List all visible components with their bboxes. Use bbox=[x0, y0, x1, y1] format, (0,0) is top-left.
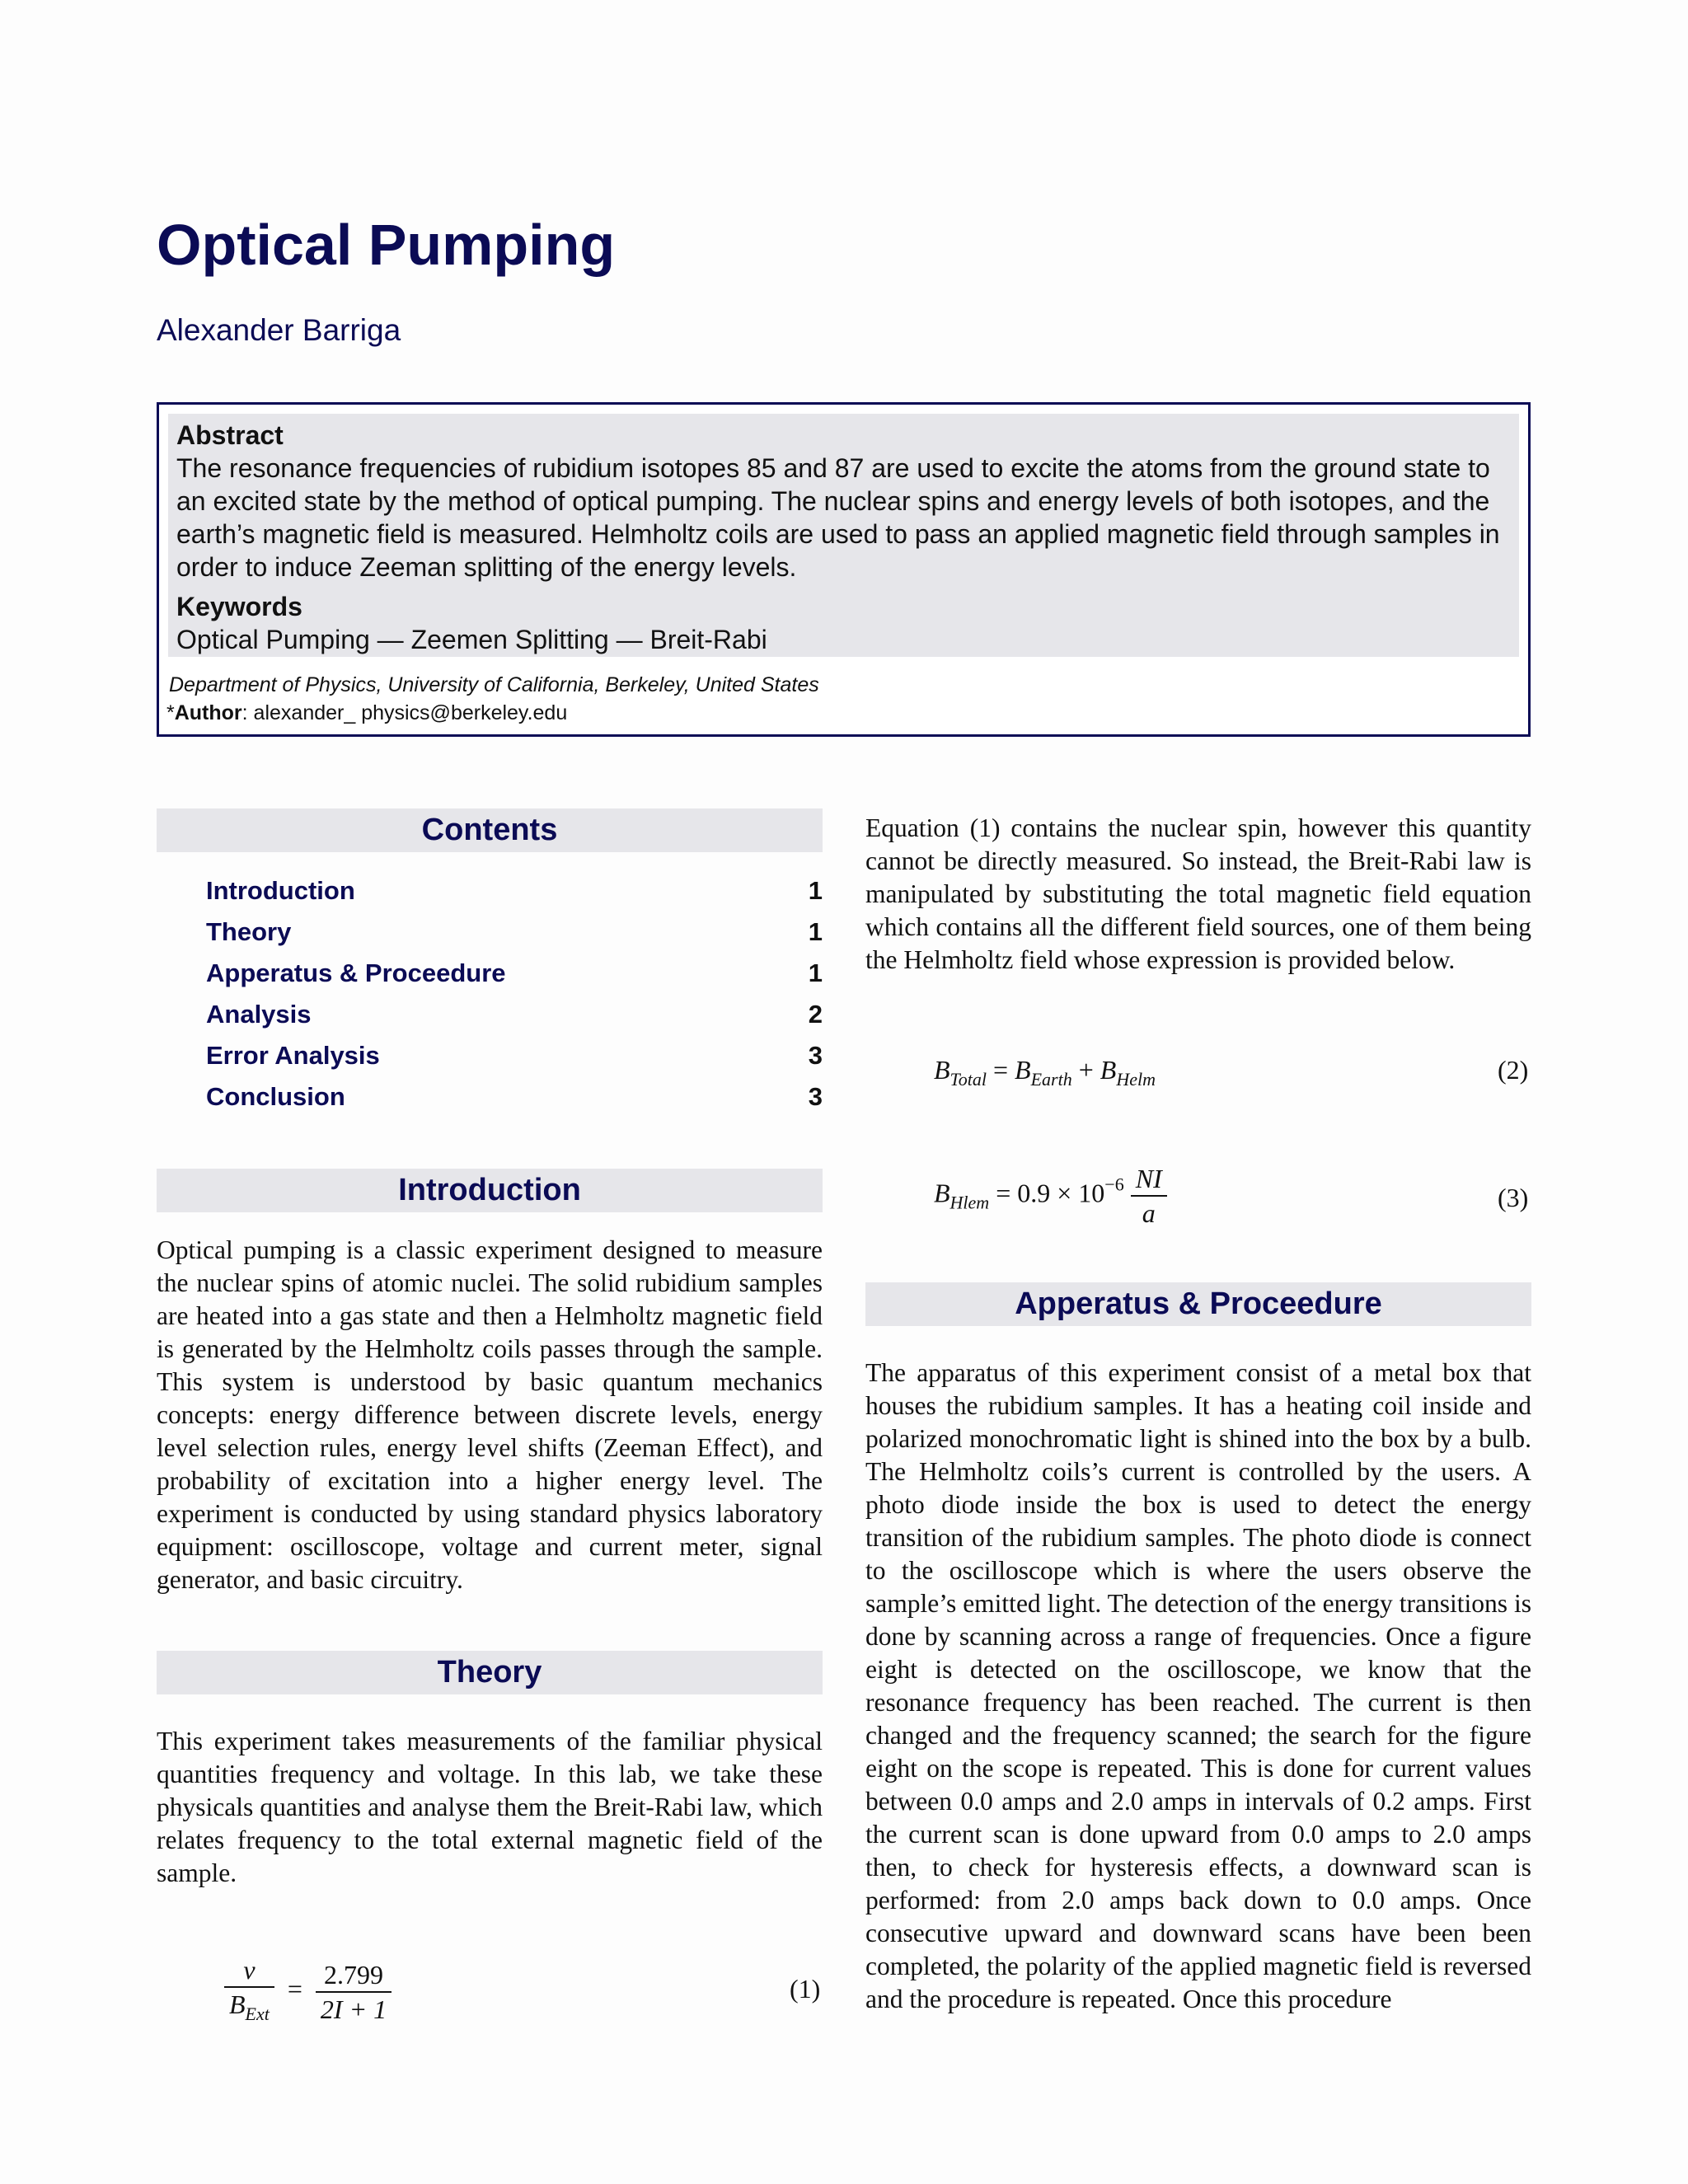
toc-item-error-analysis[interactable] bbox=[206, 1041, 823, 1074]
equation-2-number: (2) bbox=[1498, 1055, 1529, 1085]
toc-label: Analysis bbox=[206, 1000, 312, 1029]
eq2-lhs: B bbox=[934, 1055, 950, 1085]
author-label: Author bbox=[174, 701, 242, 724]
eq3-coefficient: 0.9 × 10 bbox=[1017, 1178, 1105, 1208]
equation-3-number: (3) bbox=[1498, 1183, 1529, 1212]
toc-page: 1 bbox=[808, 876, 823, 905]
eq1-rhs-numerator: 2.799 bbox=[316, 1958, 392, 1993]
eq1-rhs-denominator: 2I + 1 bbox=[320, 1994, 387, 2024]
toc-label: Apperatus & Proceedure bbox=[206, 958, 506, 987]
equation-1-number: (1) bbox=[790, 1974, 821, 2004]
toc-label: Theory bbox=[206, 917, 292, 946]
equation-1: $\frac{\nu}{B_{Ext}}$ = $\frac{2.799}{2I + 1}$ bbox=[224, 1953, 392, 2031]
theory-text: This experiment takes measurements of the familiar physical quantities frequency and voltage. In this lab, we take these physicals quantities and analyse them the Breit-Rabi law, which relates frequency to the total external magnetic field of the sample. bbox=[157, 1727, 823, 1887]
equation-3: $B_{Hlem} = 0.9 \times 10^{-6}$ $\frac{NI}{a}$ bbox=[934, 1162, 1167, 1230]
toc-label: Introduction bbox=[206, 876, 355, 905]
eq2-term1: B bbox=[1015, 1055, 1031, 1085]
toc-item-conclusion[interactable] bbox=[206, 1082, 823, 1115]
apparatus-heading: Apperatus & Proceedure bbox=[865, 1282, 1531, 1326]
introduction-heading: Introduction bbox=[157, 1169, 823, 1212]
apparatus-text: The apparatus of this experiment consist of a metal box that houses the rubidium samples. It has a heating coil inside and polarized monochromatic light is shined into the box by a bulb. The Helmholtz coils’s current is controlled by the users. A photo diode inside the box is used to detect the energy transition of the rubidium samples. The photo diode is connect to the oscilloscope which is where the users observe the sample’s emitted light. The detection of the energy transitions is done by scanning across a range of frequencies. Once a figure eight is detected on the oscilloscope, we know that the resonance frequency has been reached. The current is then changed and the frequency scanned; the search for the figure eight on the scope is repeated. This is done for current values between 0.0 amps and 2.0 amps in intervals of 0.2 amps. First the current scan is done upward from 0.0 amps to 2.0 amps then, to check for hysteresis effects, a downward scan is performed: from 2.0 amps back down to 0.0 amps. Once consecutive upward and downward scans have been been completed, the polarity of the applied magnetic field is reversed and the procedure is repeated. Once this procedure bbox=[865, 1358, 1531, 2013]
eq3-denominator: a bbox=[1142, 1198, 1156, 1228]
toc-page: 1 bbox=[808, 958, 823, 987]
author-name: Alexander Barriga bbox=[157, 313, 401, 347]
paper-title: Optical Pumping bbox=[157, 213, 616, 277]
abstract-text: The resonance frequencies of rubidium isotopes 85 and 87 are used to excite the atoms from the ground state to an excited state by the method of optical pumping. The nuclear spins and energy levels of both isotopes, and the earth’s magnetic field is measured. Helmholtz coils are used to pass an applied magnetic field through samples in order to induce Zeeman splitting of the energy levels. bbox=[176, 453, 1500, 582]
toc-page: 3 bbox=[808, 1082, 823, 1111]
toc-item-apparatus[interactable] bbox=[206, 958, 823, 991]
keywords-text: Optical Pumping — Zeemen Splitting — Breit-Rabi bbox=[176, 625, 767, 654]
equation-2: $B_{Total} = B_{Earth} + B_{Helm}$ bbox=[934, 1055, 1156, 1090]
introduction-text: Optical pumping is a classic experiment designed to measure the nuclear spins of atomic nuclei. The solid rubidium samples are heated into a gas state and then a Helmholtz magnetic field is generated by the Helmholtz coils passes through the sample. This system is understood by basic quantum mechanics concepts: energy difference between discrete levels, energy level selection rules, energy level shifts (Zeeman Effect), and probability of excitation into a higher energy level. The experiment is conducted by using standard physics laboratory equipment: oscilloscope, voltage and current meter, signal generator, and basic circuitry. bbox=[157, 1235, 823, 1594]
theory-heading: Theory bbox=[157, 1651, 823, 1694]
toc-item-introduction[interactable] bbox=[206, 876, 823, 909]
eq2-term2-sub: Helm bbox=[1116, 1069, 1156, 1090]
eq3-exponent: −6 bbox=[1104, 1174, 1124, 1195]
author-contact bbox=[166, 701, 567, 725]
affiliation: Department of Physics, University of California, Berkeley, United States bbox=[169, 673, 819, 696]
toc-item-analysis[interactable] bbox=[206, 1000, 823, 1033]
eq1-lhs-den-sub: Ext bbox=[245, 2004, 270, 2024]
eq2-term1-sub: Earth bbox=[1030, 1069, 1072, 1090]
eq1-lhs-numerator: ν bbox=[224, 1953, 274, 1988]
keywords-heading: Keywords bbox=[176, 592, 302, 621]
toc-page: 3 bbox=[808, 1041, 823, 1070]
toc-page: 1 bbox=[808, 917, 823, 946]
author-email[interactable]: : alexander_ physics@berkeley.edu bbox=[241, 701, 568, 724]
abstract-panel bbox=[168, 414, 1519, 657]
contents-heading: Contents bbox=[157, 808, 823, 852]
toc-label: Conclusion bbox=[206, 1082, 345, 1111]
right-intro-text: Equation (1) contains the nuclear spin, however this quantity cannot be directly measured. So instead, the Breit-Rabi law is manipulated by substituting the total magnetic field equation which contains all the different field sources, one of them being the Helmholtz field whose expression is provided below. bbox=[865, 813, 1531, 974]
eq1-lhs-den-var: B bbox=[229, 1990, 246, 2019]
abstract-heading: Abstract bbox=[176, 420, 284, 450]
eq2-lhs-sub: Total bbox=[950, 1069, 987, 1090]
eq2-term2: B bbox=[1100, 1055, 1117, 1085]
toc-label: Error Analysis bbox=[206, 1041, 380, 1070]
author-marker: * bbox=[166, 701, 175, 724]
eq3-numerator: NI bbox=[1131, 1162, 1167, 1197]
eq3-lhs-sub: Hlem bbox=[950, 1192, 990, 1213]
toc-page: 2 bbox=[808, 1000, 823, 1029]
abstract-box bbox=[157, 402, 1531, 737]
toc-item-theory[interactable] bbox=[206, 917, 823, 950]
eq3-lhs: B bbox=[934, 1178, 950, 1208]
